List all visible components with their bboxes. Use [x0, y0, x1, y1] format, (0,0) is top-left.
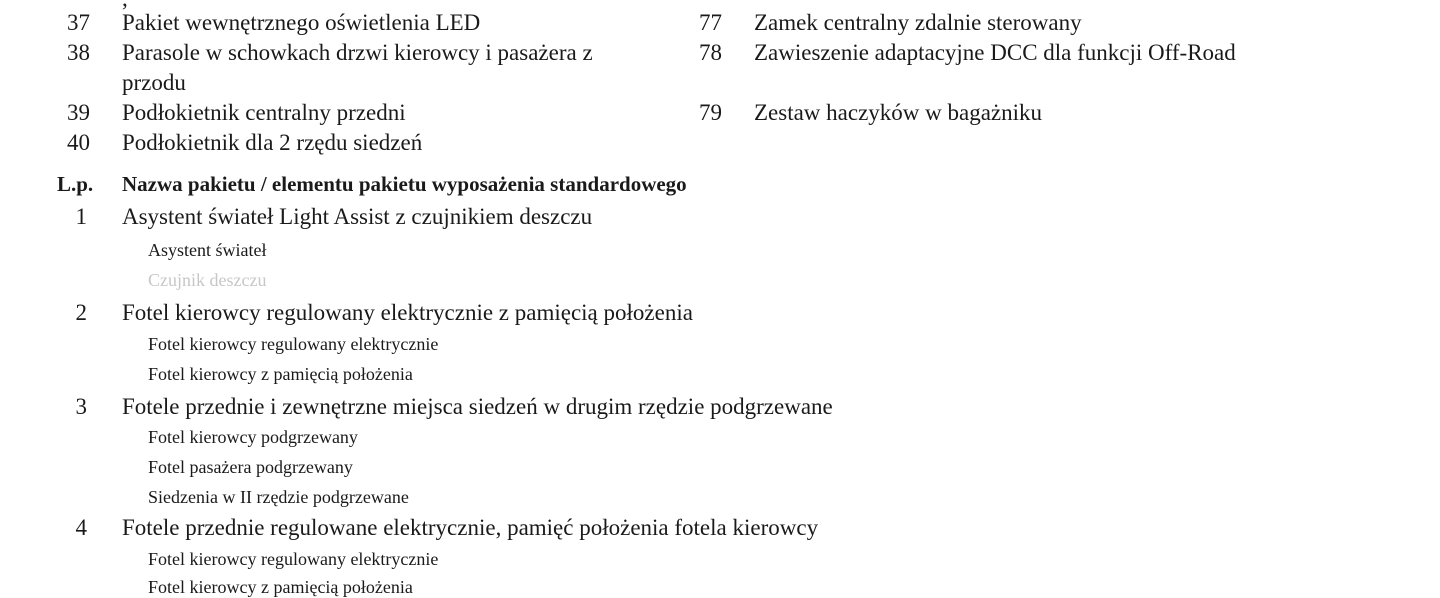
item-number: 38 [67, 40, 90, 65]
package-element: Fotel kierowcy podgrzewany [148, 427, 358, 447]
item-number: 39 [67, 100, 90, 125]
item-text: Zamek centralny zdalnie sterowany [754, 10, 1082, 35]
item-text: Pakiet wewnętrznego oświetlenia LED [122, 10, 481, 35]
package-element: Fotel kierowcy regulowany elektrycznie [148, 549, 439, 569]
item-text: Podłokietnik centralny przedni [122, 100, 406, 125]
package-number: 2 [75, 300, 87, 325]
item-number: 78 [699, 40, 722, 65]
package-name: Asystent świateł Light Assist z czujnikiem deszczu [122, 204, 593, 229]
item-number: 77 [699, 10, 722, 35]
item-number: 40 [67, 130, 90, 155]
item-text: Podłokietnik dla 2 rzędu siedzeń [122, 130, 423, 155]
package-name: Fotele przednie regulowane elektrycznie, pamięć położenia fotela kierowcy [122, 515, 819, 540]
package-element-faded: Czujnik deszczu [148, 270, 267, 290]
column-header-lp: L.p. [57, 172, 94, 196]
package-element: Fotel kierowcy regulowany elektrycznie [148, 334, 439, 354]
item-text: Parasole w schowkach drzwi kierowcy i pasażera z [122, 40, 593, 65]
item-number: 37 [67, 10, 90, 35]
package-element: Fotel kierowcy z pamięcią położenia [148, 364, 413, 384]
item-text-continuation: przodu [122, 70, 186, 95]
package-number: 1 [75, 204, 87, 229]
package-name: Fotel kierowcy regulowany elektrycznie z pamięcią położenia [122, 300, 693, 325]
column-header-name: Nazwa pakietu / elementu pakietu wyposażenia standardowego [122, 172, 687, 196]
package-element: Siedzenia w II rzędzie podgrzewane [148, 487, 409, 507]
item-text: Zawieszenie adaptacyjne DCC dla funkcji Off-Road [754, 40, 1236, 65]
item-number: 79 [699, 100, 722, 125]
package-element: Fotel pasażera podgrzewany [148, 457, 353, 477]
item-text: Zestaw haczyków w bagażniku [754, 100, 1043, 125]
package-number: 3 [75, 394, 87, 419]
package-name: Fotele przednie i zewnętrzne miejsca siedzeń w drugim rzędzie podgrzewane [122, 394, 833, 419]
package-element: Fotel kierowcy z pamięcią położenia [148, 577, 413, 597]
package-number: 4 [75, 515, 87, 540]
package-element: Asystent świateł [148, 240, 267, 260]
